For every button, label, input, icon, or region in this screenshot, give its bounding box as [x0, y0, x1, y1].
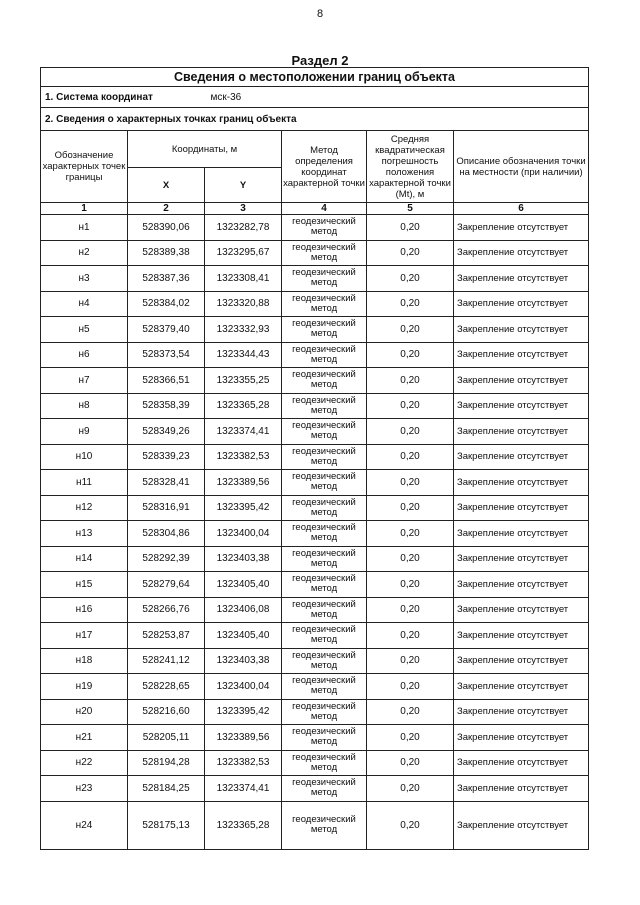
point-cell: н16: [41, 597, 128, 623]
accuracy-cell: 0,20: [367, 674, 454, 700]
y-cell: 1323389,56: [205, 470, 282, 496]
accuracy-cell: 0,20: [367, 623, 454, 649]
x-cell: 528373,54: [128, 342, 205, 368]
table-row: [41, 572, 589, 598]
x-cell: 528205,11: [128, 725, 205, 751]
x-cell: 528216,60: [128, 699, 205, 725]
description-cell: Закрепление отсутствует: [454, 623, 589, 649]
y-cell: 1323406,08: [205, 597, 282, 623]
table-row: [41, 470, 589, 496]
point-cell: н22: [41, 750, 128, 776]
table-row: [41, 215, 589, 241]
x-cell: 528366,51: [128, 368, 205, 394]
x-cell: 528328,41: [128, 470, 205, 496]
table-row: [41, 623, 589, 649]
y-cell: 1323395,42: [205, 495, 282, 521]
point-cell: н15: [41, 572, 128, 598]
accuracy-cell: 0,20: [367, 597, 454, 623]
accuracy-cell: 0,20: [367, 750, 454, 776]
x-cell: 528384,02: [128, 291, 205, 317]
point-cell: н8: [41, 393, 128, 419]
point-cell: н14: [41, 546, 128, 572]
coord-system-value: мск-36: [210, 91, 242, 103]
accuracy-cell: 0,20: [367, 342, 454, 368]
method-cell: геодезический метод: [282, 597, 367, 623]
table-row: [41, 393, 589, 419]
x-cell: 528339,23: [128, 444, 205, 470]
header-x: X: [128, 168, 205, 203]
description-cell: Закрепление отсутствует: [454, 266, 589, 292]
description-cell: Закрепление отсутствует: [454, 444, 589, 470]
page-number: 8: [316, 8, 324, 20]
description-cell: Закрепление отсутствует: [454, 317, 589, 343]
column-number: 3: [205, 203, 282, 215]
method-cell: геодезический метод: [282, 393, 367, 419]
x-cell: 528390,06: [128, 215, 205, 241]
accuracy-cell: 0,20: [367, 393, 454, 419]
accuracy-cell: 0,20: [367, 266, 454, 292]
description-cell: Закрепление отсутствует: [454, 597, 589, 623]
table-row: [41, 725, 589, 751]
method-cell: геодезический метод: [282, 317, 367, 343]
accuracy-cell: 0,20: [367, 419, 454, 445]
description-cell: Закрепление отсутствует: [454, 393, 589, 419]
table-row: [41, 674, 589, 700]
x-cell: 528304,86: [128, 521, 205, 547]
point-cell: н18: [41, 648, 128, 674]
description-cell: Закрепление отсутствует: [454, 801, 589, 849]
method-cell: геодезический метод: [282, 368, 367, 394]
accuracy-cell: 0,20: [367, 495, 454, 521]
x-cell: 528279,64: [128, 572, 205, 598]
point-cell: н20: [41, 699, 128, 725]
table-row: [41, 291, 589, 317]
method-cell: геодезический метод: [282, 470, 367, 496]
x-cell: 528292,39: [128, 546, 205, 572]
accuracy-cell: 0,20: [367, 546, 454, 572]
table-row: [41, 266, 589, 292]
x-cell: 528228,65: [128, 674, 205, 700]
table-row: [41, 776, 589, 802]
y-cell: 1323400,04: [205, 521, 282, 547]
point-cell: н11: [41, 470, 128, 496]
description-cell: Закрепление отсутствует: [454, 750, 589, 776]
table-title: Сведения о местоположении границ объекта: [41, 68, 589, 87]
table-row: [41, 521, 589, 547]
accuracy-cell: 0,20: [367, 521, 454, 547]
y-cell: 1323295,67: [205, 240, 282, 266]
table-row: [41, 419, 589, 445]
column-number: 1: [41, 203, 128, 215]
table-row: [41, 597, 589, 623]
y-cell: 1323308,41: [205, 266, 282, 292]
x-cell: 528253,87: [128, 623, 205, 649]
point-cell: н1: [41, 215, 128, 241]
description-cell: Закрепление отсутствует: [454, 470, 589, 496]
accuracy-cell: 0,20: [367, 240, 454, 266]
method-cell: геодезический метод: [282, 648, 367, 674]
table-row: [41, 750, 589, 776]
x-cell: 528175,13: [128, 801, 205, 849]
x-cell: 528266,76: [128, 597, 205, 623]
description-cell: Закрепление отсутствует: [454, 572, 589, 598]
section-title: Раздел 2: [291, 53, 349, 68]
header-description: Описание обозначения точки на местности (при наличии): [454, 131, 589, 203]
description-cell: Закрепление отсутствует: [454, 674, 589, 700]
table-row: [41, 648, 589, 674]
y-cell: 1323405,40: [205, 623, 282, 649]
accuracy-cell: 0,20: [367, 444, 454, 470]
description-cell: Закрепление отсутствует: [454, 342, 589, 368]
description-cell: Закрепление отсутствует: [454, 291, 589, 317]
accuracy-cell: 0,20: [367, 572, 454, 598]
y-cell: 1323332,93: [205, 317, 282, 343]
x-cell: 528316,91: [128, 495, 205, 521]
header-designation: Обозначение характерных точек границы: [41, 131, 128, 203]
description-cell: Закрепление отсутствует: [454, 215, 589, 241]
description-cell: Закрепление отсутствует: [454, 546, 589, 572]
header-method: Метод определения координат характерной точки: [282, 131, 367, 203]
y-cell: 1323382,53: [205, 750, 282, 776]
method-cell: геодезический метод: [282, 342, 367, 368]
description-cell: Закрепление отсутствует: [454, 368, 589, 394]
point-cell: н23: [41, 776, 128, 802]
point-cell: н7: [41, 368, 128, 394]
y-cell: 1323355,25: [205, 368, 282, 394]
method-cell: геодезический метод: [282, 801, 367, 849]
point-cell: н9: [41, 419, 128, 445]
y-cell: 1323344,43: [205, 342, 282, 368]
table-row: [41, 801, 589, 849]
point-cell: н17: [41, 623, 128, 649]
accuracy-cell: 0,20: [367, 801, 454, 849]
column-number: 5: [367, 203, 454, 215]
column-number: 6: [454, 203, 589, 215]
method-cell: геодезический метод: [282, 215, 367, 241]
point-cell: н6: [41, 342, 128, 368]
method-cell: геодезический метод: [282, 444, 367, 470]
accuracy-cell: 0,20: [367, 215, 454, 241]
point-cell: н12: [41, 495, 128, 521]
coord-system-row: [41, 87, 589, 108]
x-cell: 528358,39: [128, 393, 205, 419]
x-cell: 528241,12: [128, 648, 205, 674]
point-cell: н3: [41, 266, 128, 292]
y-cell: 1323395,42: [205, 699, 282, 725]
header-coordinates: Координаты, м: [128, 131, 282, 168]
accuracy-cell: 0,20: [367, 368, 454, 394]
method-cell: геодезический метод: [282, 750, 367, 776]
accuracy-cell: 0,20: [367, 291, 454, 317]
method-cell: геодезический метод: [282, 725, 367, 751]
method-cell: геодезический метод: [282, 419, 367, 445]
y-cell: 1323403,38: [205, 648, 282, 674]
x-cell: 528379,40: [128, 317, 205, 343]
accuracy-cell: 0,20: [367, 648, 454, 674]
column-number: 2: [128, 203, 205, 215]
x-cell: 528389,38: [128, 240, 205, 266]
header-y: Y: [205, 168, 282, 203]
table-row: [41, 444, 589, 470]
description-cell: Закрепление отсутствует: [454, 725, 589, 751]
accuracy-cell: 0,20: [367, 776, 454, 802]
method-cell: геодезический метод: [282, 266, 367, 292]
y-cell: 1323405,40: [205, 572, 282, 598]
table-row: [41, 317, 589, 343]
accuracy-cell: 0,20: [367, 699, 454, 725]
accuracy-cell: 0,20: [367, 725, 454, 751]
accuracy-cell: 0,20: [367, 317, 454, 343]
method-cell: геодезический метод: [282, 521, 367, 547]
point-cell: н19: [41, 674, 128, 700]
method-cell: геодезический метод: [282, 699, 367, 725]
x-cell: 528194,28: [128, 750, 205, 776]
y-cell: 1323389,56: [205, 725, 282, 751]
description-cell: Закрепление отсутствует: [454, 419, 589, 445]
boundary-points-table: [40, 67, 589, 850]
y-cell: 1323382,53: [205, 444, 282, 470]
description-cell: Закрепление отсутствует: [454, 521, 589, 547]
x-cell: 528184,25: [128, 776, 205, 802]
x-cell: 528349,26: [128, 419, 205, 445]
accuracy-cell: 0,20: [367, 470, 454, 496]
point-cell: н2: [41, 240, 128, 266]
table-row: [41, 546, 589, 572]
y-cell: 1323365,28: [205, 393, 282, 419]
method-cell: геодезический метод: [282, 623, 367, 649]
method-cell: геодезический метод: [282, 546, 367, 572]
description-cell: Закрепление отсутствует: [454, 648, 589, 674]
y-cell: 1323320,88: [205, 291, 282, 317]
column-numbers-row: [41, 203, 589, 215]
description-cell: Закрепление отсутствует: [454, 495, 589, 521]
y-cell: 1323374,41: [205, 419, 282, 445]
table-row: [41, 699, 589, 725]
point-cell: н21: [41, 725, 128, 751]
y-cell: 1323374,41: [205, 776, 282, 802]
y-cell: 1323282,78: [205, 215, 282, 241]
method-cell: геодезический метод: [282, 572, 367, 598]
point-cell: н5: [41, 317, 128, 343]
method-cell: геодезический метод: [282, 495, 367, 521]
description-cell: Закрепление отсутствует: [454, 240, 589, 266]
column-number: 4: [282, 203, 367, 215]
method-cell: геодезический метод: [282, 776, 367, 802]
x-cell: 528387,36: [128, 266, 205, 292]
table-row: [41, 240, 589, 266]
table-row: [41, 368, 589, 394]
y-cell: 1323403,38: [205, 546, 282, 572]
table-row: [41, 342, 589, 368]
point-cell: н13: [41, 521, 128, 547]
y-cell: 1323365,28: [205, 801, 282, 849]
method-cell: геодезический метод: [282, 240, 367, 266]
description-cell: Закрепление отсутствует: [454, 699, 589, 725]
point-cell: н4: [41, 291, 128, 317]
description-cell: Закрепление отсутствует: [454, 776, 589, 802]
table-row: [41, 495, 589, 521]
method-cell: геодезический метод: [282, 674, 367, 700]
header-row: [41, 131, 589, 168]
header-accuracy: Средняя квадратическая погрешность положения характерной точки (Mt), м: [367, 131, 454, 203]
coord-system-label: 1. Система координат: [45, 91, 153, 103]
point-cell: н10: [41, 444, 128, 470]
characteristic-points-label: 2. Сведения о характерных точках границ объекта: [41, 108, 589, 131]
method-cell: геодезический метод: [282, 291, 367, 317]
point-cell: н24: [41, 801, 128, 849]
y-cell: 1323400,04: [205, 674, 282, 700]
